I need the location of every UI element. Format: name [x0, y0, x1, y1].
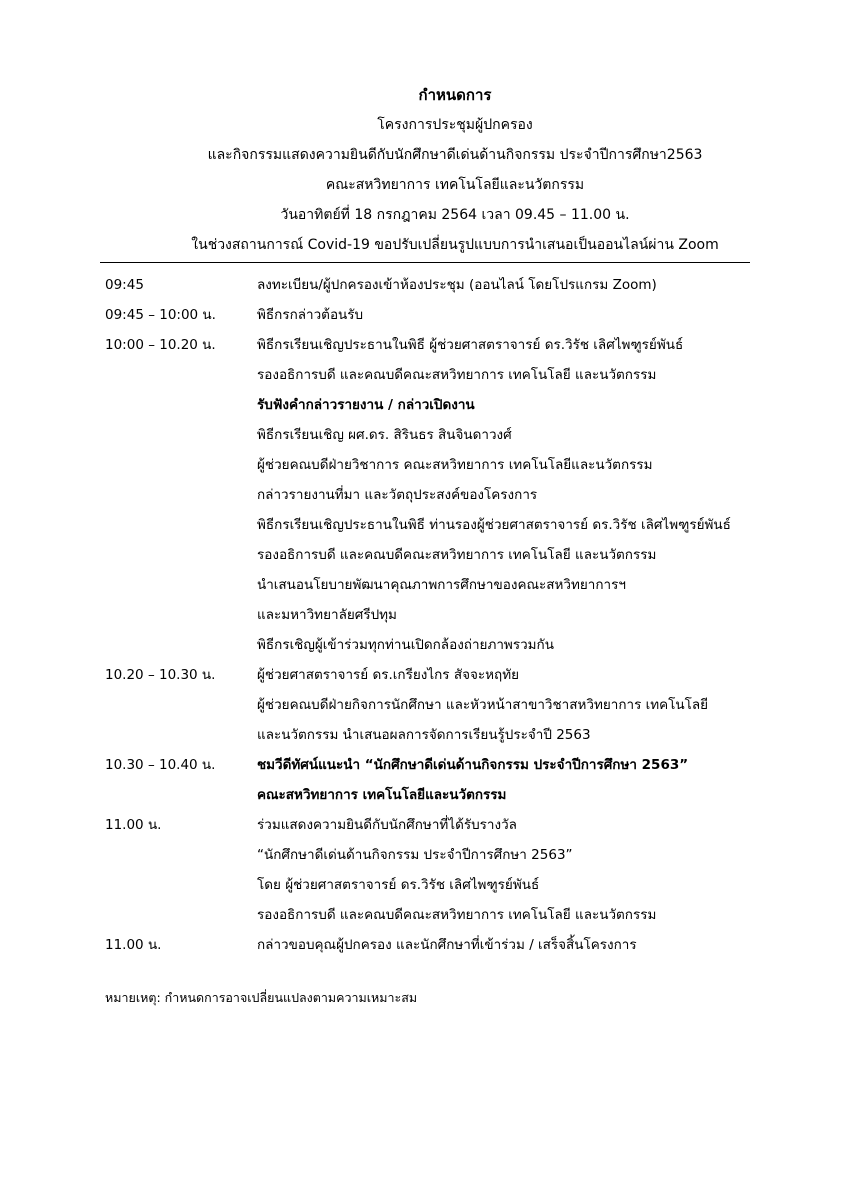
- schedule-row: [105, 750, 795, 780]
- schedule-text: ลงทะเบียน/ผู้ปกครองเข้าห้องประชุม (ออนไลน์ โดยโปรแกรม Zoom): [257, 277, 657, 293]
- schedule-row: [105, 810, 795, 840]
- schedule-row: [105, 300, 795, 330]
- schedule-row: [105, 540, 795, 570]
- faculty-name: คณะสหวิทยาการ เทคโนโลยีและนวัตกรรม: [325, 177, 585, 193]
- schedule-text: พิธีกรเรียนเชิญประธานในพิธี ท่านรองผู้ช่วยศาสตราจารย์ ดร.วิรัช เลิศไพฑูรย์พันธ์: [257, 517, 731, 533]
- schedule-text: รองอธิการบดี และคณบดีคณะสหวิทยาการ เทคโนโลยี และนวัตกรรม: [257, 907, 657, 923]
- schedule-row: [105, 690, 795, 720]
- schedule-list: [105, 270, 795, 960]
- schedule-row: [105, 900, 795, 930]
- project-name: โครงการประชุมผู้ปกครอง: [377, 117, 533, 133]
- schedule-time: 10:00 – 10.20 น.: [105, 337, 216, 353]
- document-header: [60, 80, 850, 260]
- schedule-row: [105, 630, 795, 660]
- schedule-time: 11.00 น.: [105, 817, 162, 833]
- schedule-text: “นักศึกษาดีเด่นด้านกิจกรรม ประจำปีการศึกษา 2563”: [257, 847, 573, 863]
- schedule-row: [105, 660, 795, 690]
- schedule-text: โดย ผู้ช่วยศาสตราจารย์ ดร.วิรัช เลิศไพฑูรย์พันธ์: [257, 877, 540, 893]
- schedule-row: [105, 330, 795, 360]
- covid-notice: ในช่วงสถานการณ์ Covid-19 ขอปรับเปลี่ยนรูปแบบการนำเสนอเป็นออนไลน์ผ่าน Zoom: [191, 237, 719, 253]
- schedule-text: ผู้ช่วยศาสตราจารย์ ดร.เกรียงไกร สัจจะหฤทัย: [257, 667, 520, 683]
- schedule-row: [105, 390, 795, 420]
- schedule-text: รับฟังคำกล่าวรายงาน / กล่าวเปิดงาน: [257, 397, 475, 413]
- schedule-time: 10.20 – 10.30 น.: [105, 667, 216, 683]
- schedule-time: 09:45 – 10:00 น.: [105, 307, 216, 323]
- schedule-row: [105, 840, 795, 870]
- schedule-row: [105, 420, 795, 450]
- schedule-row: [105, 930, 795, 960]
- schedule-row: [105, 270, 795, 300]
- footnote: หมายเหตุ: กำหนดการอาจเปลี่ยนแปลงตามความเหมาะสม: [105, 990, 418, 1005]
- schedule-row: [105, 570, 795, 600]
- schedule-text: ผู้ช่วยคณบดีฝ่ายกิจการนักศึกษา และหัวหน้าสาขาวิชาสหวิทยาการ เทคโนโลยี: [257, 697, 709, 713]
- schedule-text: รองอธิการบดี และคณบดีคณะสหวิทยาการ เทคโนโลยี และนวัตกรรม: [257, 367, 657, 383]
- schedule-text: ชมวีดีทัศน์แนะนำ “นักศึกษาดีเด่นด้านกิจกรรม ประจำปีการศึกษา 2563”: [257, 757, 689, 773]
- event-date-time: วันอาทิตย์ที่ 18 กรกฎาคม 2564 เวลา 09.45 – 11.00 น.: [280, 207, 630, 223]
- schedule-row: [105, 450, 795, 480]
- schedule-row: [105, 720, 795, 750]
- schedule-text: กล่าวรายงานที่มา และวัตถุประสงค์ของโครงการ: [257, 487, 538, 503]
- schedule-time: 09:45: [105, 277, 144, 293]
- schedule-row: [105, 600, 795, 630]
- schedule-text: รองอธิการบดี และคณบดีคณะสหวิทยาการ เทคโนโลยี และนวัตกรรม: [257, 547, 657, 563]
- schedule-text: คณะสหวิทยาการ เทคโนโลยีและนวัตกรรม: [257, 787, 507, 803]
- schedule-text: พิธีกรเชิญผู้เข้าร่วมทุกท่านเปิดกล้องถ่ายภาพรวมกัน: [257, 637, 554, 653]
- schedule-text: นำเสนอนโยบายพัฒนาคุณภาพการศึกษาของคณะสหวิทยาการฯ: [257, 577, 626, 593]
- schedule-text: และนวัตกรรม นำเสนอผลการจัดการเรียนรู้ประจำปี 2563: [257, 727, 591, 743]
- schedule-row: [105, 510, 795, 540]
- schedule-text: พิธีกรเรียนเชิญ ผศ.ดร. สิรินธร สินจินดาวงศ์: [257, 427, 512, 443]
- schedule-time: 11.00 น.: [105, 937, 162, 953]
- schedule-text: และมหาวิทยาลัยศรีปทุม: [257, 607, 397, 623]
- schedule-row: [105, 870, 795, 900]
- schedule-row: [105, 360, 795, 390]
- schedule-text: ร่วมแสดงความยินดีกับนักศึกษาที่ได้รับรางวัล: [257, 817, 517, 833]
- project-subtitle: และกิจกรรมแสดงความยินดีกับนักศึกษาดีเด่นด้านกิจกรรม ประจำปีการศึกษา2563: [207, 147, 703, 163]
- schedule-text: พิธีกรกล่าวต้อนรับ: [257, 307, 364, 323]
- schedule-text: ผู้ช่วยคณบดีฝ่ายวิชาการ คณะสหวิทยาการ เทคโนโลยีและนวัตกรรม: [257, 457, 653, 473]
- schedule-row: [105, 780, 795, 810]
- schedule-text: กล่าวขอบคุณผู้ปกครอง และนักศึกษาที่เข้าร่วม / เสร็จสิ้นโครงการ: [257, 937, 637, 953]
- schedule-time: 10.30 – 10.40 น.: [105, 757, 216, 773]
- header-divider: [100, 262, 750, 263]
- page-title: กำหนดการ: [418, 86, 492, 104]
- schedule-row: [105, 480, 795, 510]
- schedule-text: พิธีกรเรียนเชิญประธานในพิธี ผู้ช่วยศาสตราจารย์ ดร.วิรัช เลิศไพฑูรย์พันธ์: [257, 337, 684, 353]
